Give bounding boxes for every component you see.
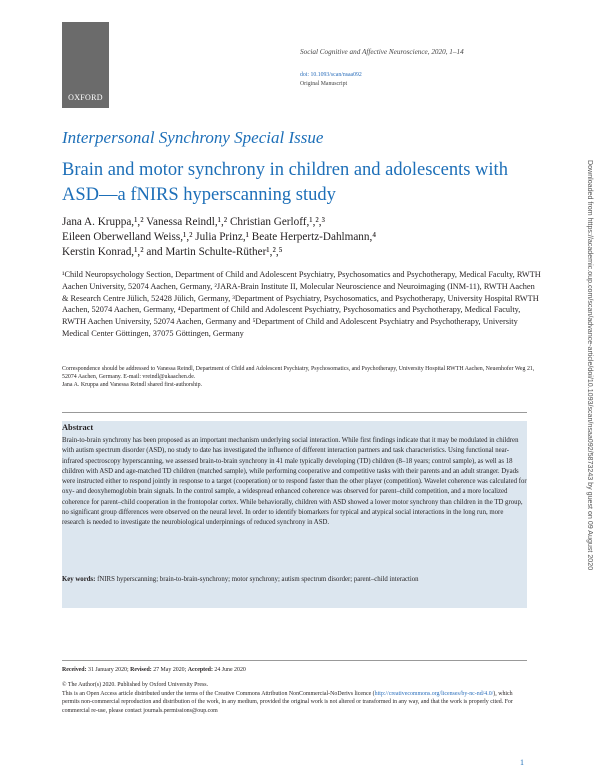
copyright-line: © The Author(s) 2020. Published by Oxford University Press. [62,682,209,688]
page-number: 1 [520,758,524,767]
doi-link[interactable]: doi: 10.1093/scan/nsaa092 [300,72,362,78]
oxford-logo [62,22,109,108]
author-list [62,215,542,259]
divider [62,412,527,413]
divider [62,660,527,661]
license-link[interactable]: http://creativecommons.org/licenses/by-nc-nd/4.0/ [374,690,494,697]
affiliations: ¹Child Neuropsychology Section, Department of Child and Adolescent Psychiatry, Psychosomatics and Psychotherapy, Medical Faculty, RWTH Aachen University, 52074 Aachen, Germany, ²JARA-Brain Institute II, Molecular Neuroscience and Neuroimaging (INM-11), RWTH Aachen & Research Centre Jülich, 52428 Jülich, Germany, ³Department of Psychiatry, Psychosomatics, and Psychotherapy, University Hospital RWTH Aachen, 52074 Aachen, Germany, ⁴Department of Child and Adolescent Psychiatry, Psychosomatics and Psychotherapy, Medical Faculty, RWTH Aachen University, 52074 Aachen, Germany and ⁵Department of Child and Adolescent Psychiatry and Psychotherapy, University Medical Center Göttingen, 37075 Göttingen, Germany [62,270,541,338]
keywords-list: fNIRS hyperscanning; brain-to-brain-synchrony; motor synchrony; autism spectrum disorder; parent–child interaction [97,576,419,583]
revised-date: 27 May 2020; [153,667,187,673]
received-date: 31 January 2020; [88,667,129,673]
abstract-body: Brain-to-brain synchrony has been proposed as an important mechanism underlying social interaction. While first findings indicate that it may be modulated in children with autism spectrum disorder (ASD), no study to date has investigated the influence of different interaction partners and task characteristics. Using functional near-infrared spectroscopy hyperscanning, we assessed brain-to-brain synchrony in 41 male typically developing (TD) children (8–18 years; control sample), as well as 18 children with ASD and age-matched TD children (matched sample), while performing cooperative and competitive tasks with their parents and an adult stranger. Dyads were instructed either to respond jointly in response to a target (cooperation) or to respond faster than the other player (competition). Wavelet coherence was calculated for oxy- and deoxyhemoglobin brain signals. In the control sample, a widespread enhanced coherence was observed for parent–child competition, and a more localized coherence for parent–child cooperation in the frontopolar cortex. While behaviorally, children with ASD showed a lower motor synchrony than children in the TD group, no significant group differences were observed on the neural level. In order to identify biomarkers for typical and atypical social interactions in the long run, more research is needed to investigate the neurobiological underpinnings of reduced synchrony in ASD. [62,437,527,527]
special-issue-heading: Interpersonal Synchrony Special Issue [62,128,324,147]
received-label: Received: [62,667,87,673]
correspondence-note [62,365,542,390]
correspondence-text: Correspondence should be addressed to Vanessa Reindl, Department of Child and Adolescent Psychiatry, Psychosomatics, and Psychotherapy, University Hospital RWTH Aachen, Neuenhofer Weg 21, 52074 Aachen, Germany. E-mail: vreindl@ukaachen.de. [62,366,535,381]
license-text-a: This is an Open Access article distributed under the terms of the Creative Commons Attribution NonCommercial-NoDerivs licence ( [62,690,375,697]
abstract-heading: Abstract [62,423,94,432]
accepted-label: Accepted: [187,667,213,673]
accepted-date: 24 June 2020 [214,667,246,673]
journal-citation: Social Cognitive and Affective Neuroscience, 2020, 1–14 [300,48,464,56]
copyright-notice [62,681,527,715]
article-title: Brain and motor synchrony in children and adolescents with ASD—a fNIRS hyperscanning study [62,160,508,205]
author-line: Kerstin Konrad,¹,² and Martin Schulte-Rüther¹,²,⁵ [62,245,283,258]
download-stamp [584,160,594,620]
revised-label: Revised: [130,667,152,673]
download-stamp-text: Downloaded from https://academic.oup.com/scan/advance-article/doi/10.1093/scan/nsaa092/5873243 by guest on 09 August 2020 [586,160,594,571]
license-text [62,690,527,716]
keywords-label: Key words: [62,576,96,583]
article-dates [62,667,246,673]
author-line: Jana A. Kruppa,¹,² Vanessa Reindl,¹,² Christian Gerloff,¹,²,³ [62,216,325,228]
shared-authorship-note: Jana A. Kruppa and Vanessa Reindl shared first-authorship. [62,382,203,389]
author-line: Eileen Oberwelland Weiss,¹,² Julia Prinz,¹ Beate Herpertz-Dahlmann,⁴ [62,230,377,243]
manuscript-type: Original Manuscript [300,81,348,87]
license-text-b: ), which permits non-commercial reproduction and distribution of the work, in any medium, provided the original work is not altered or transformed in any way, and that the work is properly cited. For commercial re-use, please contact journals.permissions@oup.com [62,690,513,714]
keywords [62,575,527,585]
oxford-logo-text: OXFORD [68,93,103,102]
